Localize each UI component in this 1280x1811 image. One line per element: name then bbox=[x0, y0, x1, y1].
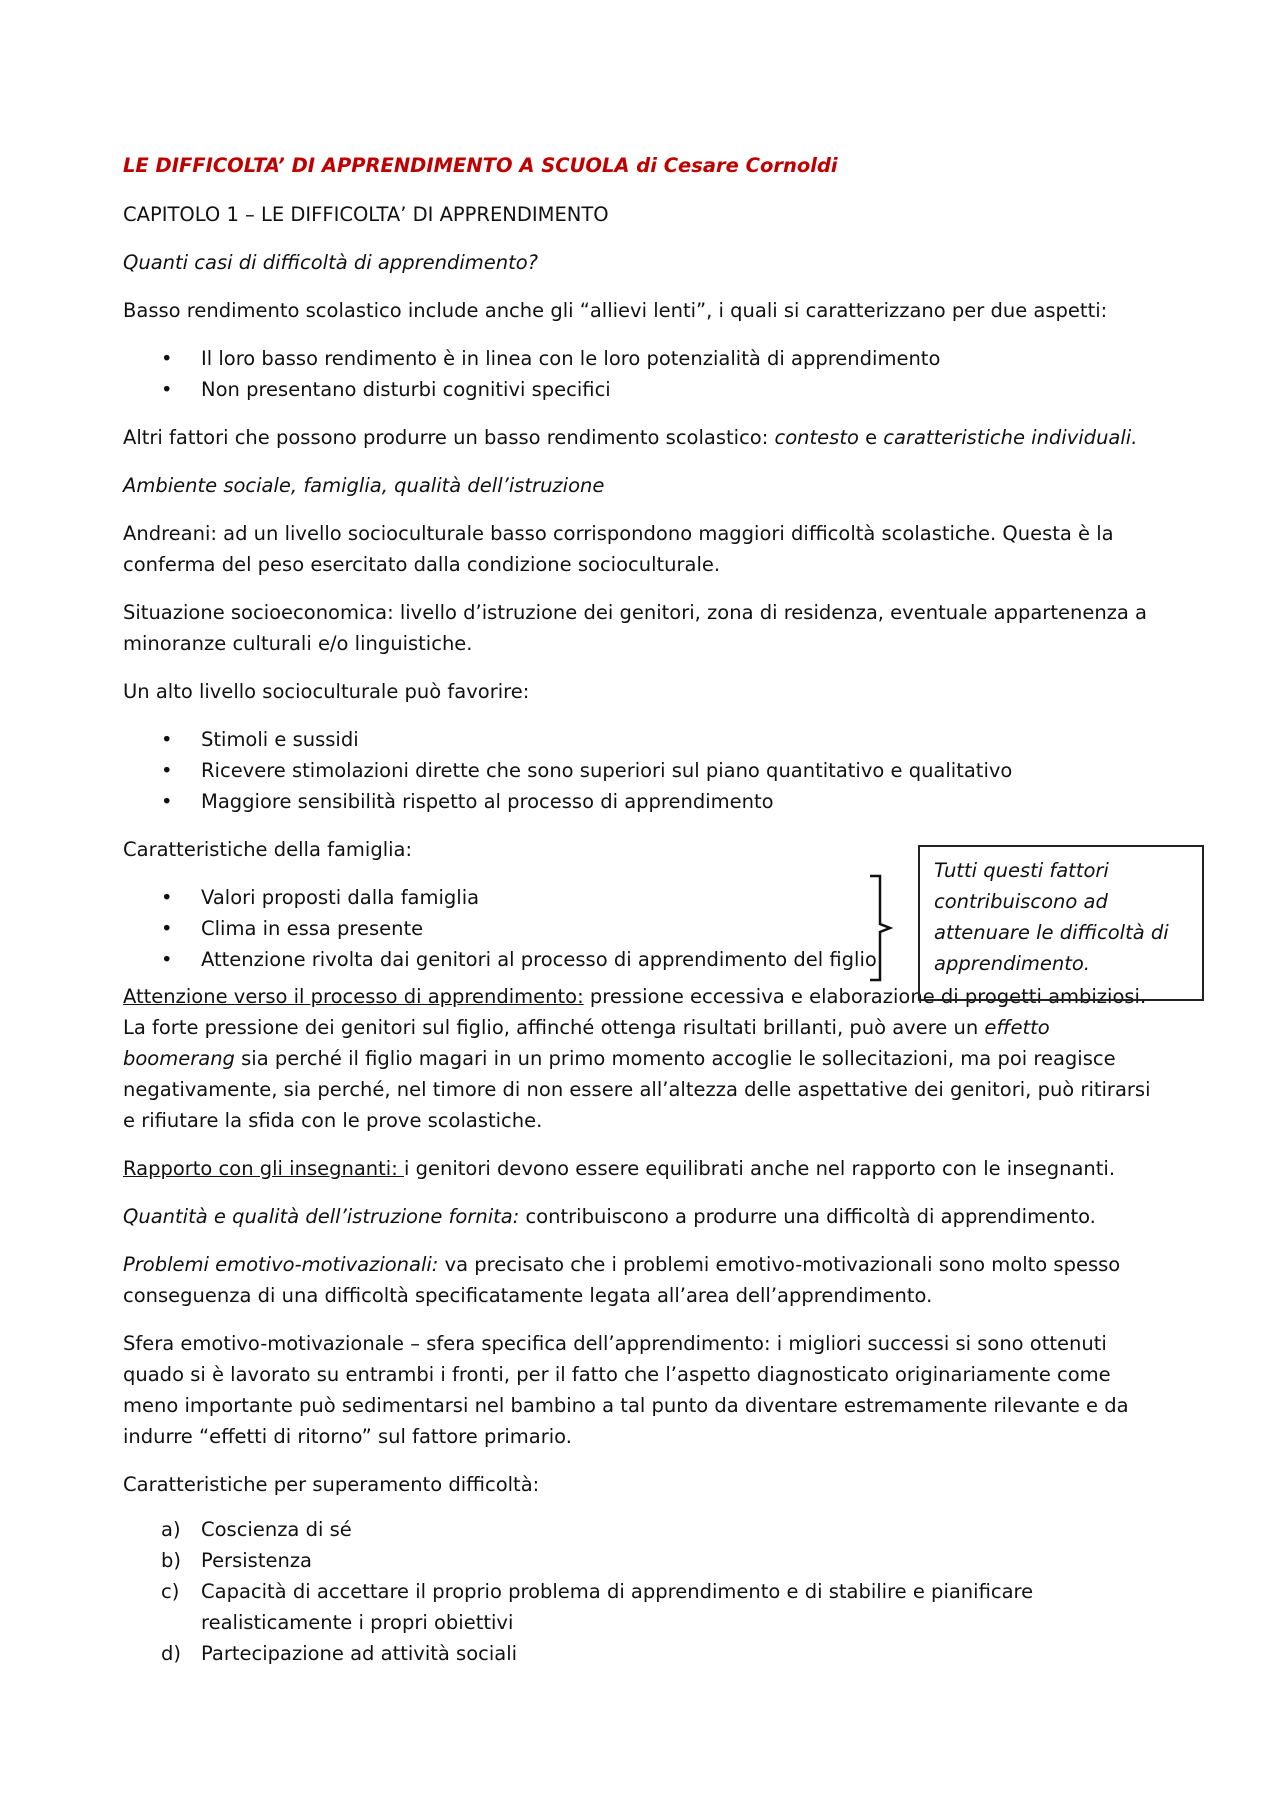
paragraph-attenzione bbox=[123, 981, 1163, 1136]
list-item: • Non presentano disturbi cognitivi specifici bbox=[123, 374, 1163, 405]
bullet-list-allievi-lenti bbox=[123, 343, 1163, 405]
text-run: contribuiscono a produrre una difficoltà di apprendimento. bbox=[519, 1205, 1096, 1228]
side-note-box: Tutti questi fattori contribuiscono ad attenuare le difficoltà di apprendimento. bbox=[918, 845, 1204, 1001]
paragraph-situazione: Situazione socioeconomica: livello d’istruzione dei genitori, zona di residenza, eventuale appartenenza a minoranze culturali e/o linguistiche. bbox=[123, 601, 1148, 655]
paragraph-altri-fattori bbox=[123, 422, 1163, 453]
italic-term: caratteristiche individuali. bbox=[883, 426, 1138, 449]
text-run: va precisato che i problemi emotivo-motivazionali sono molto spesso conseguenza di una difficoltà specificatamente legata all’area dell’apprendimento. bbox=[123, 1253, 1121, 1307]
list-item: • Clima in essa presente bbox=[123, 913, 1163, 944]
text-run: pressione eccessiva e elaborazione di progetti ambiziosi. La forte pressione dei genitori sul figlio, affinché ottenga risultati brillanti, può avere un bbox=[123, 985, 1147, 1039]
lettered-list-superamento bbox=[123, 1514, 1163, 1669]
list-item-text: Capacità di accettare il proprio problema di apprendimento e di stabilire e pianificare realisticamente i propri obiettivi bbox=[201, 1580, 1034, 1634]
subheading-ambiente: Ambiente sociale, famiglia, qualità dell’istruzione bbox=[123, 474, 605, 497]
underlined-label: Rapporto con gli insegnanti: bbox=[123, 1157, 404, 1180]
section-question: Quanti casi di difficoltà di apprendimento? bbox=[123, 251, 539, 274]
list-item-text: Coscienza di sé bbox=[201, 1518, 352, 1541]
text-run: sia perché il figlio magari in un primo momento accoglie le sollecitazioni, ma poi reagisce negativamente, sia perché, nel timore di non essere all’altezza delle aspettative dei genitori, può ritirarsi e rifiutare la sfida con le prove scolastiche. bbox=[123, 1047, 1151, 1132]
text-run: e bbox=[858, 426, 884, 449]
right-brace-icon bbox=[868, 874, 894, 982]
list-item bbox=[123, 1545, 1163, 1576]
paragraph-caratteristiche: Caratteristiche per superamento difficoltà: bbox=[123, 1473, 540, 1496]
paragraph-famiglia: Caratteristiche della famiglia: bbox=[123, 838, 413, 861]
list-item bbox=[123, 1514, 1163, 1545]
list-item: • Attenzione rivolta dai genitori al processo di apprendimento del figlio bbox=[123, 944, 1163, 975]
list-item bbox=[123, 1576, 1163, 1638]
list-item-text: Persistenza bbox=[201, 1549, 313, 1572]
paragraph-rapporto bbox=[123, 1153, 1163, 1184]
text-run: i genitori devono essere equilibrati anche nel rapporto con le insegnanti. bbox=[403, 1157, 1116, 1180]
paragraph-andreani: Andreani: ad un livello socioculturale basso corrispondono maggiori difficoltà scolastiche. Questa è la conferma del peso esercitato dalla condizione socioculturale. bbox=[123, 522, 1114, 576]
list-marker: c) bbox=[161, 1580, 180, 1603]
text-run: Altri fattori che possono produrre un basso rendimento scolastico: bbox=[123, 426, 775, 449]
list-marker: a) bbox=[161, 1518, 181, 1541]
list-item: • Il loro basso rendimento è in linea con le loro potenzialità di apprendimento bbox=[123, 343, 1163, 374]
document-title: LE DIFFICOLTA’ DI APPRENDIMENTO A SCUOLA di Cesare Cornoldi bbox=[123, 154, 838, 177]
list-item: • Stimoli e sussidi bbox=[123, 724, 1163, 755]
italic-label: Problemi emotivo-motivazionali: bbox=[123, 1253, 439, 1276]
paragraph-basso-rendimento: Basso rendimento scolastico include anche gli “allievi lenti”, i quali si caratterizzano per due aspetti: bbox=[123, 299, 1108, 322]
list-marker: b) bbox=[161, 1549, 181, 1572]
italic-term: contesto bbox=[774, 426, 859, 449]
paragraph-sfera: Sfera emotivo-motivazionale – sfera specifica dell’apprendimento: i migliori successi si sono ottenuti quado si è lavorato su entrambi i fronti, per il fatto che l’aspetto diagnosticato originariamente come meno importante può sedimentarsi nel bambino a tal punto da diventare estremamente rilevante e da indurre “effetti di ritorno” sul fattore primario. bbox=[123, 1332, 1129, 1448]
list-item: • Ricevere stimolazioni dirette che sono superiori sul piano quantitativo e qualitativo bbox=[123, 755, 1163, 786]
list-item bbox=[123, 1638, 1163, 1669]
paragraph-alto-livello: Un alto livello socioculturale può favorire: bbox=[123, 680, 530, 703]
list-marker: d) bbox=[161, 1642, 181, 1665]
list-item-text: Partecipazione ad attività sociali bbox=[201, 1642, 518, 1665]
underlined-label: Attenzione verso il processo di apprendimento: bbox=[123, 985, 584, 1008]
chapter-heading: CAPITOLO 1 – LE DIFFICOLTA’ DI APPRENDIMENTO bbox=[123, 203, 609, 226]
italic-label: Quantità e qualità dell’istruzione fornita: bbox=[123, 1205, 520, 1228]
bullet-list-favorire bbox=[123, 724, 1163, 817]
paragraph-quantita bbox=[123, 1201, 1163, 1232]
list-item: • Maggiore sensibilità rispetto al processo di apprendimento bbox=[123, 786, 1163, 817]
list-item: • Valori proposti dalla famiglia bbox=[123, 882, 1163, 913]
italic-term: effetto boomerang bbox=[123, 1016, 1050, 1070]
paragraph-problemi bbox=[123, 1249, 1163, 1311]
